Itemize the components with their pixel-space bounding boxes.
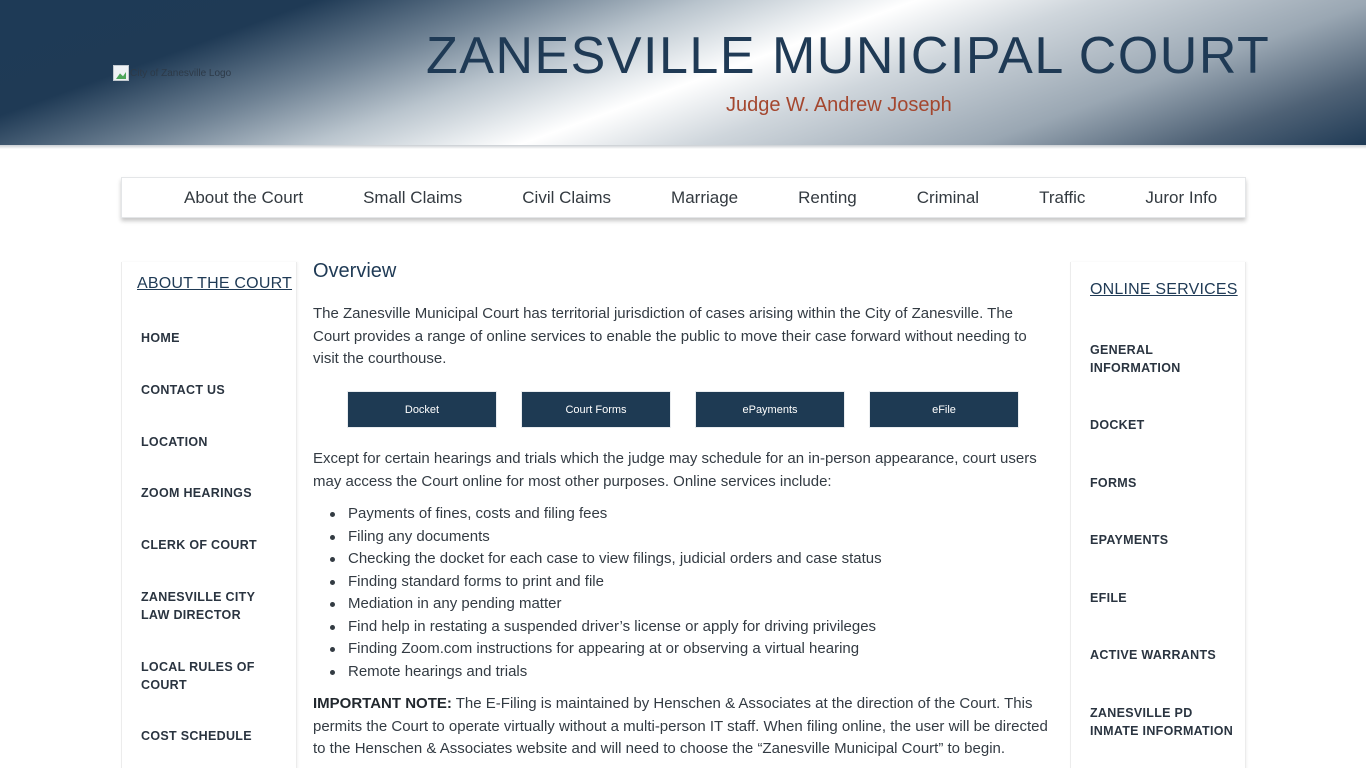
page-title: Overview (313, 260, 397, 282)
nav-renting[interactable]: Renting (798, 187, 857, 207)
sidebar-item-efile[interactable]: EFILE (1090, 591, 1127, 605)
nav-small-claims[interactable]: Small Claims (363, 187, 463, 207)
header-banner (0, 0, 1366, 145)
quick-links (347, 391, 1019, 428)
top-nav (121, 177, 1246, 218)
sidebar-item-forms[interactable]: FORMS (1090, 476, 1137, 490)
list-item: Checking the docket for each case to view filings, judicial orders and case status (348, 548, 882, 571)
list-item: Finding Zoom.com instructions for appearing at or observing a virtual hearing (348, 638, 882, 661)
important-note-text: The E-Filing is maintained by Henschen & Associates at the direction of the Court. This permits the Court to operate virtually without a multi-person IT staff. When filing online, the user will be directed to the Henschen & Associates website and will need to choose the “Zanesville Municipal Court” to begin. (313, 695, 1048, 757)
important-note-label: IMPORTANT NOTE: (313, 695, 452, 712)
sidebar-item-clerk-of-court[interactable]: CLERK OF COURT (141, 538, 257, 552)
sidebar-item-general-information[interactable]: GENERAL INFORMATION (1090, 343, 1181, 375)
list-item: Remote hearings and trials (348, 661, 882, 684)
sidebar-heading-about-the-court[interactable]: ABOUT THE COURT (137, 275, 293, 292)
sidebar-item-home[interactable]: HOME (141, 331, 180, 345)
intro-paragraph: The Zanesville Municipal Court has territorial jurisdiction of cases arising within the City of Zanesville. The Court provides a range of online services to enable the public to move their case forward without needing to visit the courthouse. (313, 305, 1027, 367)
sidebar-item-inmate-information[interactable]: ZANESVILLE PD INMATE INFORMATION (1090, 706, 1234, 738)
list-item: Filing any documents (348, 526, 882, 549)
banner-divider (0, 145, 1366, 149)
sidebar-item-active-warrants[interactable]: ACTIVE WARRANTS (1090, 648, 1217, 662)
important-note (313, 693, 1053, 761)
sidebar-item-zoom-hearings[interactable]: ZOOM HEARINGS (141, 486, 252, 500)
services-list (348, 503, 882, 683)
nav-about-the-court[interactable]: About the Court (184, 187, 304, 207)
nav-marriage[interactable]: Marriage (671, 187, 739, 207)
list-item: Finding standard forms to print and file (348, 571, 882, 594)
nav-traffic[interactable]: Traffic (1039, 187, 1086, 207)
nav-juror-info[interactable]: Juror Info (1145, 187, 1218, 207)
main-content (313, 258, 1053, 757)
sidebar-item-law-director[interactable]: ZANESVILLE CITY LAW DIRECTOR (141, 590, 256, 622)
sidebar-item-contact-us[interactable]: CONTACT US (141, 383, 226, 397)
list-item: Find help in restating a suspended driver’s license or apply for driving privileges (348, 616, 882, 639)
sidebar-item-location[interactable]: LOCATION (141, 435, 208, 449)
site-title: ZANESVILLE MUNICIPAL COURT (426, 27, 1271, 85)
epayments-button[interactable]: ePayments (695, 391, 845, 428)
left-sidebar (121, 262, 297, 768)
docket-button[interactable]: Docket (347, 391, 497, 428)
sidebar-item-cost-schedule[interactable]: COST SCHEDULE (141, 729, 252, 743)
sidebar-item-docket[interactable]: DOCKET (1090, 418, 1145, 432)
sidebar-item-local-rules[interactable]: LOCAL RULES OF COURT (141, 660, 255, 692)
judge-name: Judge W. Andrew Joseph (726, 94, 952, 116)
services-intro-paragraph: Except for certain hearings and trials which the judge may schedule for an in-person appearance, court users may access the Court online for most other purposes. Online services include: (313, 450, 1037, 490)
right-sidebar (1070, 262, 1246, 768)
city-logo[interactable] (113, 65, 231, 81)
logo-alt-text: City of Zanesville Logo (130, 67, 232, 79)
list-item: Payments of fines, costs and filing fees (348, 503, 882, 526)
list-item: Mediation in any pending matter (348, 593, 882, 616)
sidebar-heading-online-services[interactable]: ONLINE SERVICES (1090, 281, 1238, 298)
sidebar-item-epayments[interactable]: EPAYMENTS (1090, 533, 1169, 547)
efile-button[interactable]: eFile (869, 391, 1019, 428)
court-forms-button[interactable]: Court Forms (521, 391, 671, 428)
nav-criminal[interactable]: Criminal (916, 187, 980, 207)
nav-civil-claims[interactable]: Civil Claims (522, 187, 612, 207)
broken-image-icon (113, 65, 129, 81)
